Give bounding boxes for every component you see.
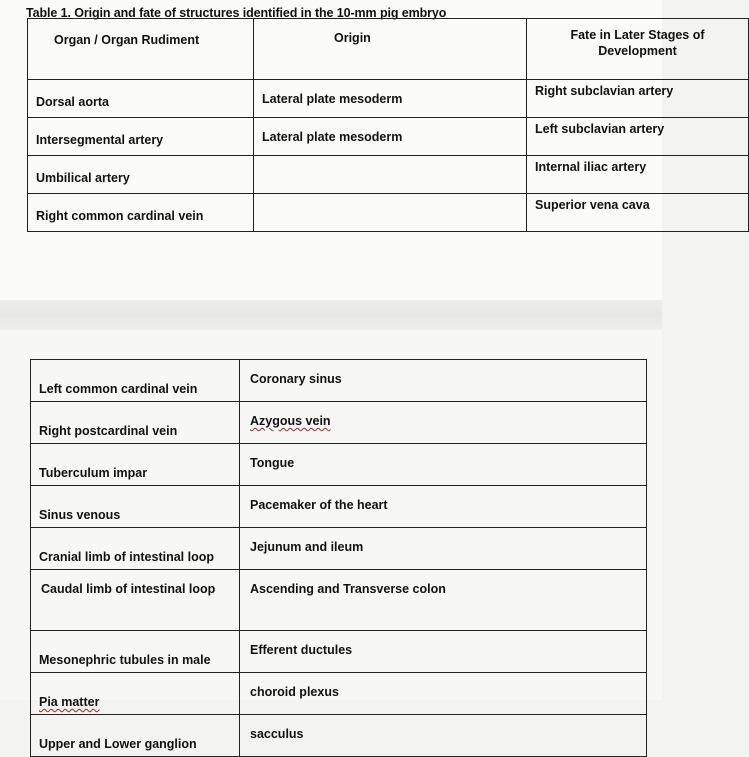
origin-fate-table (27, 18, 749, 232)
fate-cell: choroid plexus (240, 673, 647, 715)
fate-cell: Efferent ductules (240, 631, 647, 673)
fate-text: Azygous vein (250, 414, 331, 428)
fate-cell: Coronary sinus (240, 360, 647, 402)
header-fate: Fate in Later Stages of Development (527, 19, 749, 80)
organ-cell: Umbilical artery (28, 156, 254, 194)
organ-cell: Upper and Lower ganglion (31, 715, 240, 757)
header-organ: Organ / Organ Rudiment (28, 19, 254, 80)
origin-cell: Lateral plate mesoderm (254, 118, 527, 156)
organ-text: Pia matter (39, 695, 100, 709)
fate-cell: Ascending and Transverse colon (240, 570, 647, 631)
table-row (31, 360, 647, 402)
organ-cell: Sinus venous (31, 486, 240, 528)
fate-cell: Jejunum and ileum (240, 528, 647, 570)
table-row (31, 486, 647, 528)
origin-cell (254, 156, 527, 194)
table-row (31, 528, 647, 570)
header-origin: Origin (254, 19, 527, 80)
organ-cell: Intersegmental artery (28, 118, 254, 156)
table-row (28, 118, 749, 156)
organ-cell: Left common cardinal vein (31, 360, 240, 402)
organ-cell: Right common cardinal vein (28, 194, 254, 232)
organ-cell: Cranial limb of intestinal loop (31, 528, 240, 570)
table-caption: Table 1. Origin and fate of structures identified in the 10-mm pig embryo (26, 6, 447, 20)
fate-cell: Pacemaker of the heart (240, 486, 647, 528)
page-gap (0, 300, 662, 330)
table-row (28, 194, 749, 232)
table-header-row (28, 19, 749, 80)
table-row (31, 402, 647, 444)
fate-cell: Tongue (240, 444, 647, 486)
organ-cell: Dorsal aorta (28, 80, 254, 118)
organ-cell: Right postcardinal vein (31, 402, 240, 444)
fate-cell (240, 402, 647, 444)
fate-cell: Left subclavian artery (527, 118, 749, 156)
table-row (31, 673, 647, 715)
organ-cell: Caudal limb of intestinal loop (31, 570, 240, 631)
fate-cell: Superior vena cava (527, 194, 749, 232)
fate-cell: Right subclavian artery (527, 80, 749, 118)
table-row (28, 80, 749, 118)
organ-cell: Tuberculum impar (31, 444, 240, 486)
table-row (31, 570, 647, 631)
origin-cell (254, 194, 527, 232)
table-row (31, 444, 647, 486)
fate-cell: sacculus (240, 715, 647, 757)
organ-cell (31, 673, 240, 715)
organ-cell: Mesonephric tubules in male (31, 631, 240, 673)
table-row (31, 631, 647, 673)
table-row (31, 715, 647, 757)
table-row (28, 156, 749, 194)
origin-cell: Lateral plate mesoderm (254, 80, 527, 118)
fate-table-continued (30, 359, 647, 757)
fate-cell: Internal iliac artery (527, 156, 749, 194)
